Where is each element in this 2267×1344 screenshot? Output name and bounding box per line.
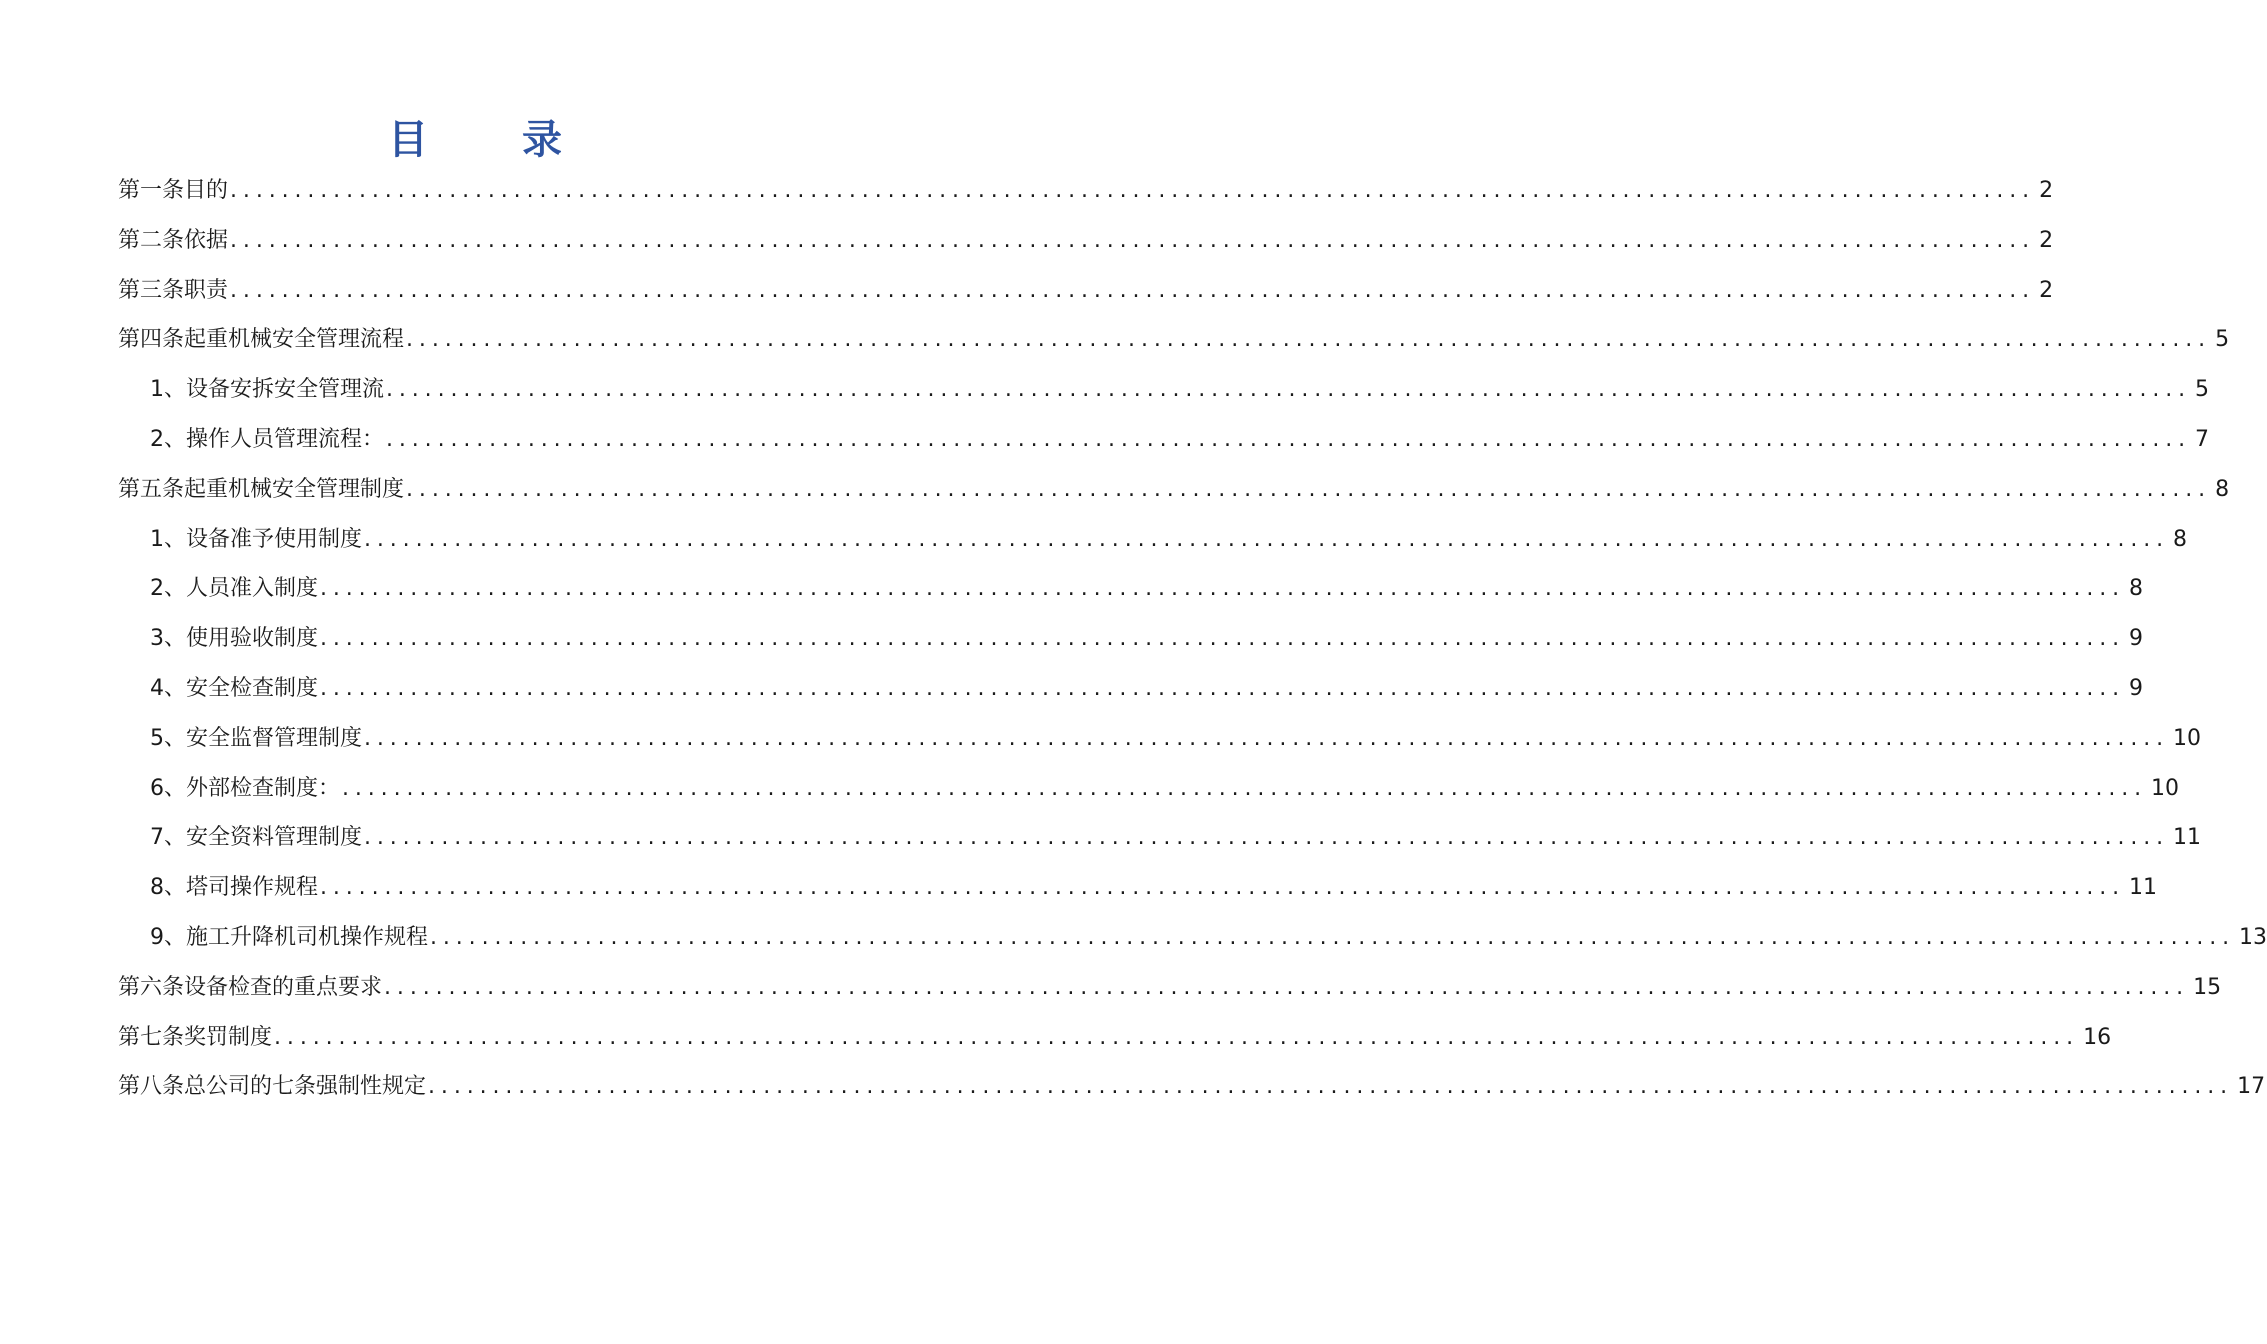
- toc-entry-label: 5、安全监督管理制度: [150, 725, 362, 751]
- toc-entry[interactable]: [118, 325, 2230, 355]
- toc-page-number: 8: [2173, 526, 2188, 552]
- toc-dot-leader: ............................................................................................................................................: [364, 725, 2170, 751]
- toc-entry[interactable]: [150, 525, 2188, 555]
- toc-entry[interactable]: [150, 724, 2202, 754]
- toc-dot-leader: ............................................................................................................................................: [406, 327, 2212, 353]
- toc-entry-label: 7、安全资料管理制度: [150, 825, 362, 851]
- toc-entry-label: 2、操作人员管理流程：: [150, 427, 384, 452]
- toc-entry[interactable]: [150, 574, 2144, 604]
- toc-page-number: 2: [2039, 277, 2054, 303]
- toc-dot-leader: ............................................................................................................................................: [274, 1024, 2080, 1050]
- toc-page-number: 16: [2083, 1024, 2112, 1050]
- toc-entry-label: 1、设备准予使用制度: [150, 526, 362, 552]
- toc-entry[interactable]: [118, 1023, 2112, 1053]
- toc-entry[interactable]: [118, 176, 2054, 206]
- toc-entry-label: 1、设备安拆安全管理流: [150, 377, 384, 403]
- toc-entry-label: 奖罚制度: [184, 1024, 273, 1050]
- toc-entry-label: 依据: [184, 227, 229, 253]
- toc-page-number: 15: [2193, 974, 2222, 1000]
- toc-entry[interactable]: [150, 624, 2144, 654]
- toc-article-number: 第五条: [118, 476, 185, 502]
- toc-page-number: 8: [2215, 476, 2230, 502]
- toc-entry-label: 职责: [184, 277, 229, 303]
- toc-entry-label: 6、外部检查制度：: [150, 775, 340, 801]
- toc-entry[interactable]: [150, 774, 2180, 804]
- toc-title: 目 录: [388, 117, 602, 163]
- toc-article-number: 第二条: [118, 227, 185, 253]
- toc-dot-leader: ............................................................................................................................................: [406, 476, 2212, 502]
- toc-page-number: 7: [2195, 427, 2210, 452]
- toc-dot-leader: ............................................................................................................................................: [386, 377, 2192, 403]
- toc-entry[interactable]: [118, 226, 2054, 256]
- toc-article-number: 第三条: [118, 277, 185, 303]
- toc-page-number: 11: [2173, 825, 2202, 851]
- toc-entry[interactable]: [118, 475, 2230, 505]
- toc-entry[interactable]: [150, 873, 2158, 903]
- toc-entry[interactable]: [150, 425, 2210, 455]
- toc-entry[interactable]: [150, 823, 2202, 853]
- toc-entry-label: 总公司的七条强制性规定: [184, 1074, 427, 1100]
- toc-dot-leader: ............................................................................................................................................: [364, 825, 2170, 851]
- toc-page-number: 17: [2237, 1074, 2266, 1100]
- toc-page-number: 5: [2215, 327, 2230, 353]
- toc-entry-label: 设备检查的重点要求: [184, 974, 383, 1000]
- toc-dot-leader: ............................................................................................................................................: [320, 626, 2126, 652]
- toc-dot-leader: ............................................................................................................................................: [364, 526, 2170, 552]
- toc-dot-leader: ............................................................................................................................................: [384, 974, 2190, 1000]
- toc-dot-leader: ............................................................................................................................................: [428, 1074, 2234, 1100]
- toc-dot-leader: ............................................................................................................................................: [230, 227, 2036, 253]
- toc-entry-label: 起重机械安全管理制度: [184, 476, 405, 502]
- toc-article-number: 第六条: [118, 974, 185, 1000]
- toc-entry[interactable]: [150, 674, 2144, 704]
- toc-page-number: 2: [2039, 178, 2054, 203]
- toc-entry-label: 起重机械安全管理流程: [184, 327, 405, 353]
- toc-page-number: 8: [2129, 576, 2144, 602]
- toc-dot-leader: ............................................................................................................................................: [430, 925, 2236, 950]
- toc-entry[interactable]: [118, 1072, 2266, 1102]
- toc-page-number: 9: [2129, 626, 2144, 652]
- toc-page-number: 11: [2129, 875, 2158, 901]
- toc-page-number: 10: [2151, 775, 2180, 801]
- toc-article-number: 第四条: [118, 327, 185, 353]
- toc-entry[interactable]: [150, 923, 2267, 953]
- toc-entry-label: 3、使用验收制度: [150, 626, 318, 652]
- toc-dot-leader: ............................................................................................................................................: [386, 427, 2192, 452]
- toc-entry-label: 目的: [184, 178, 229, 203]
- toc-entry[interactable]: [118, 276, 2054, 306]
- toc-entry-label: 9、施工升降机司机操作规程: [150, 925, 428, 950]
- toc-page-number: 9: [2129, 676, 2144, 701]
- toc-entry-label: 8、塔司操作规程: [150, 875, 318, 901]
- toc-article-number: 第一条: [118, 178, 185, 203]
- toc-dot-leader: ............................................................................................................................................: [320, 576, 2126, 602]
- toc-article-number: 第七条: [118, 1024, 185, 1050]
- toc-entry[interactable]: [150, 375, 2210, 405]
- toc-dot-leader: ............................................................................................................................................: [342, 775, 2148, 801]
- toc-entry-label: 4、安全检查制度: [150, 676, 318, 701]
- toc-page-number: 2: [2039, 227, 2054, 253]
- toc-entry-label: 2、人员准入制度: [150, 576, 318, 602]
- toc-page-number: 13: [2239, 925, 2267, 950]
- toc-dot-leader: ............................................................................................................................................: [230, 277, 2036, 303]
- toc-page-number: 5: [2195, 377, 2210, 403]
- toc-dot-leader: ............................................................................................................................................: [230, 178, 2036, 203]
- toc-dot-leader: ............................................................................................................................................: [320, 875, 2126, 901]
- toc-page-number: 10: [2173, 725, 2202, 751]
- toc-entry[interactable]: [118, 973, 2222, 1003]
- toc-article-number: 第八条: [118, 1074, 185, 1100]
- toc-dot-leader: ............................................................................................................................................: [320, 676, 2126, 701]
